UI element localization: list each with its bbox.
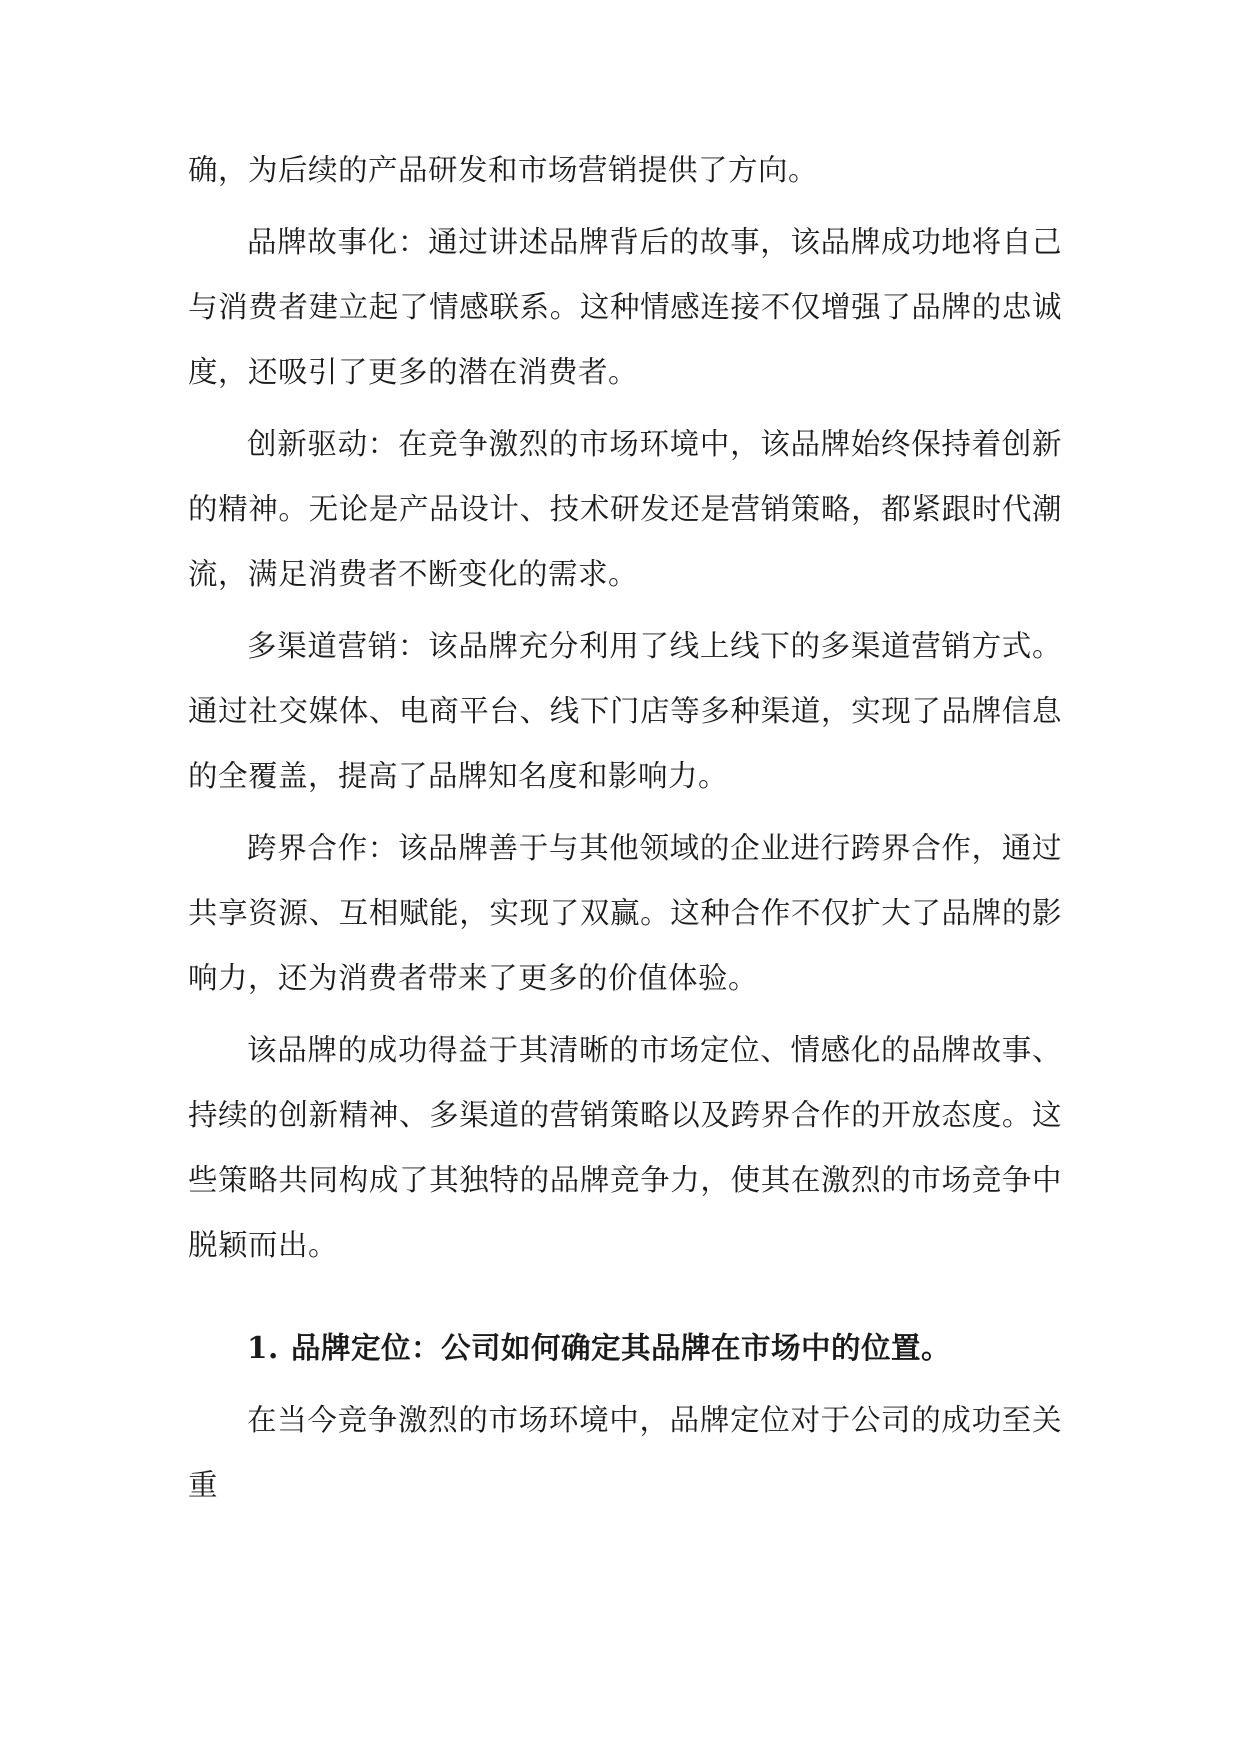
paragraph-continuation: 确，为后续的产品研发和市场营销提供了方向。 [188, 153, 819, 187]
section-heading [188, 1315, 1062, 1380]
section-heading-text: 品牌定位：公司如何确定其品牌在市场中的位置。 [291, 1330, 952, 1365]
section-heading-number: 1. [247, 1330, 279, 1365]
paragraph-crossover: 跨界合作：该品牌善于与其他领域的企业进行跨界合作，通过共享资源、互相赋能，实现了双赢。这种合作不仅扩大了品牌的影响力，还为消费者带来了更多的价值体验。 [188, 831, 1062, 995]
paragraph-innovation: 创新驱动：在竞争激烈的市场环境中，该品牌始终保持着创新的精神。无论是产品设计、技术研发还是营销策略，都紧跟时代潮流，满足消费者不断变化的需求。 [188, 427, 1062, 591]
document-page [188, 138, 1062, 1525]
paragraph-brand-story: 品牌故事化：通过讲述品牌背后的故事，该品牌成功地将自己与消费者建立起了情感联系。这种情感连接不仅增强了品牌的忠诚度，还吸引了更多的潜在消费者。 [188, 225, 1062, 389]
paragraph-summary: 该品牌的成功得益于其清晰的市场定位、情感化的品牌故事、持续的创新精神、多渠道的营销策略以及跨界合作的开放态度。这些策略共同构成了其独特的品牌竞争力，使其在激烈的市场竞争中脱颖而出。 [188, 1033, 1062, 1262]
paragraph-positioning-intro: 在当今竞争激烈的市场环境中，品牌定位对于公司的成功至关重 [188, 1403, 1062, 1502]
paragraph-multichannel: 多渠道营销：该品牌充分利用了线上线下的多渠道营销方式。通过社交媒体、电商平台、线下门店等多种渠道，实现了品牌信息的全覆盖，提高了品牌知名度和影响力。 [188, 629, 1062, 793]
